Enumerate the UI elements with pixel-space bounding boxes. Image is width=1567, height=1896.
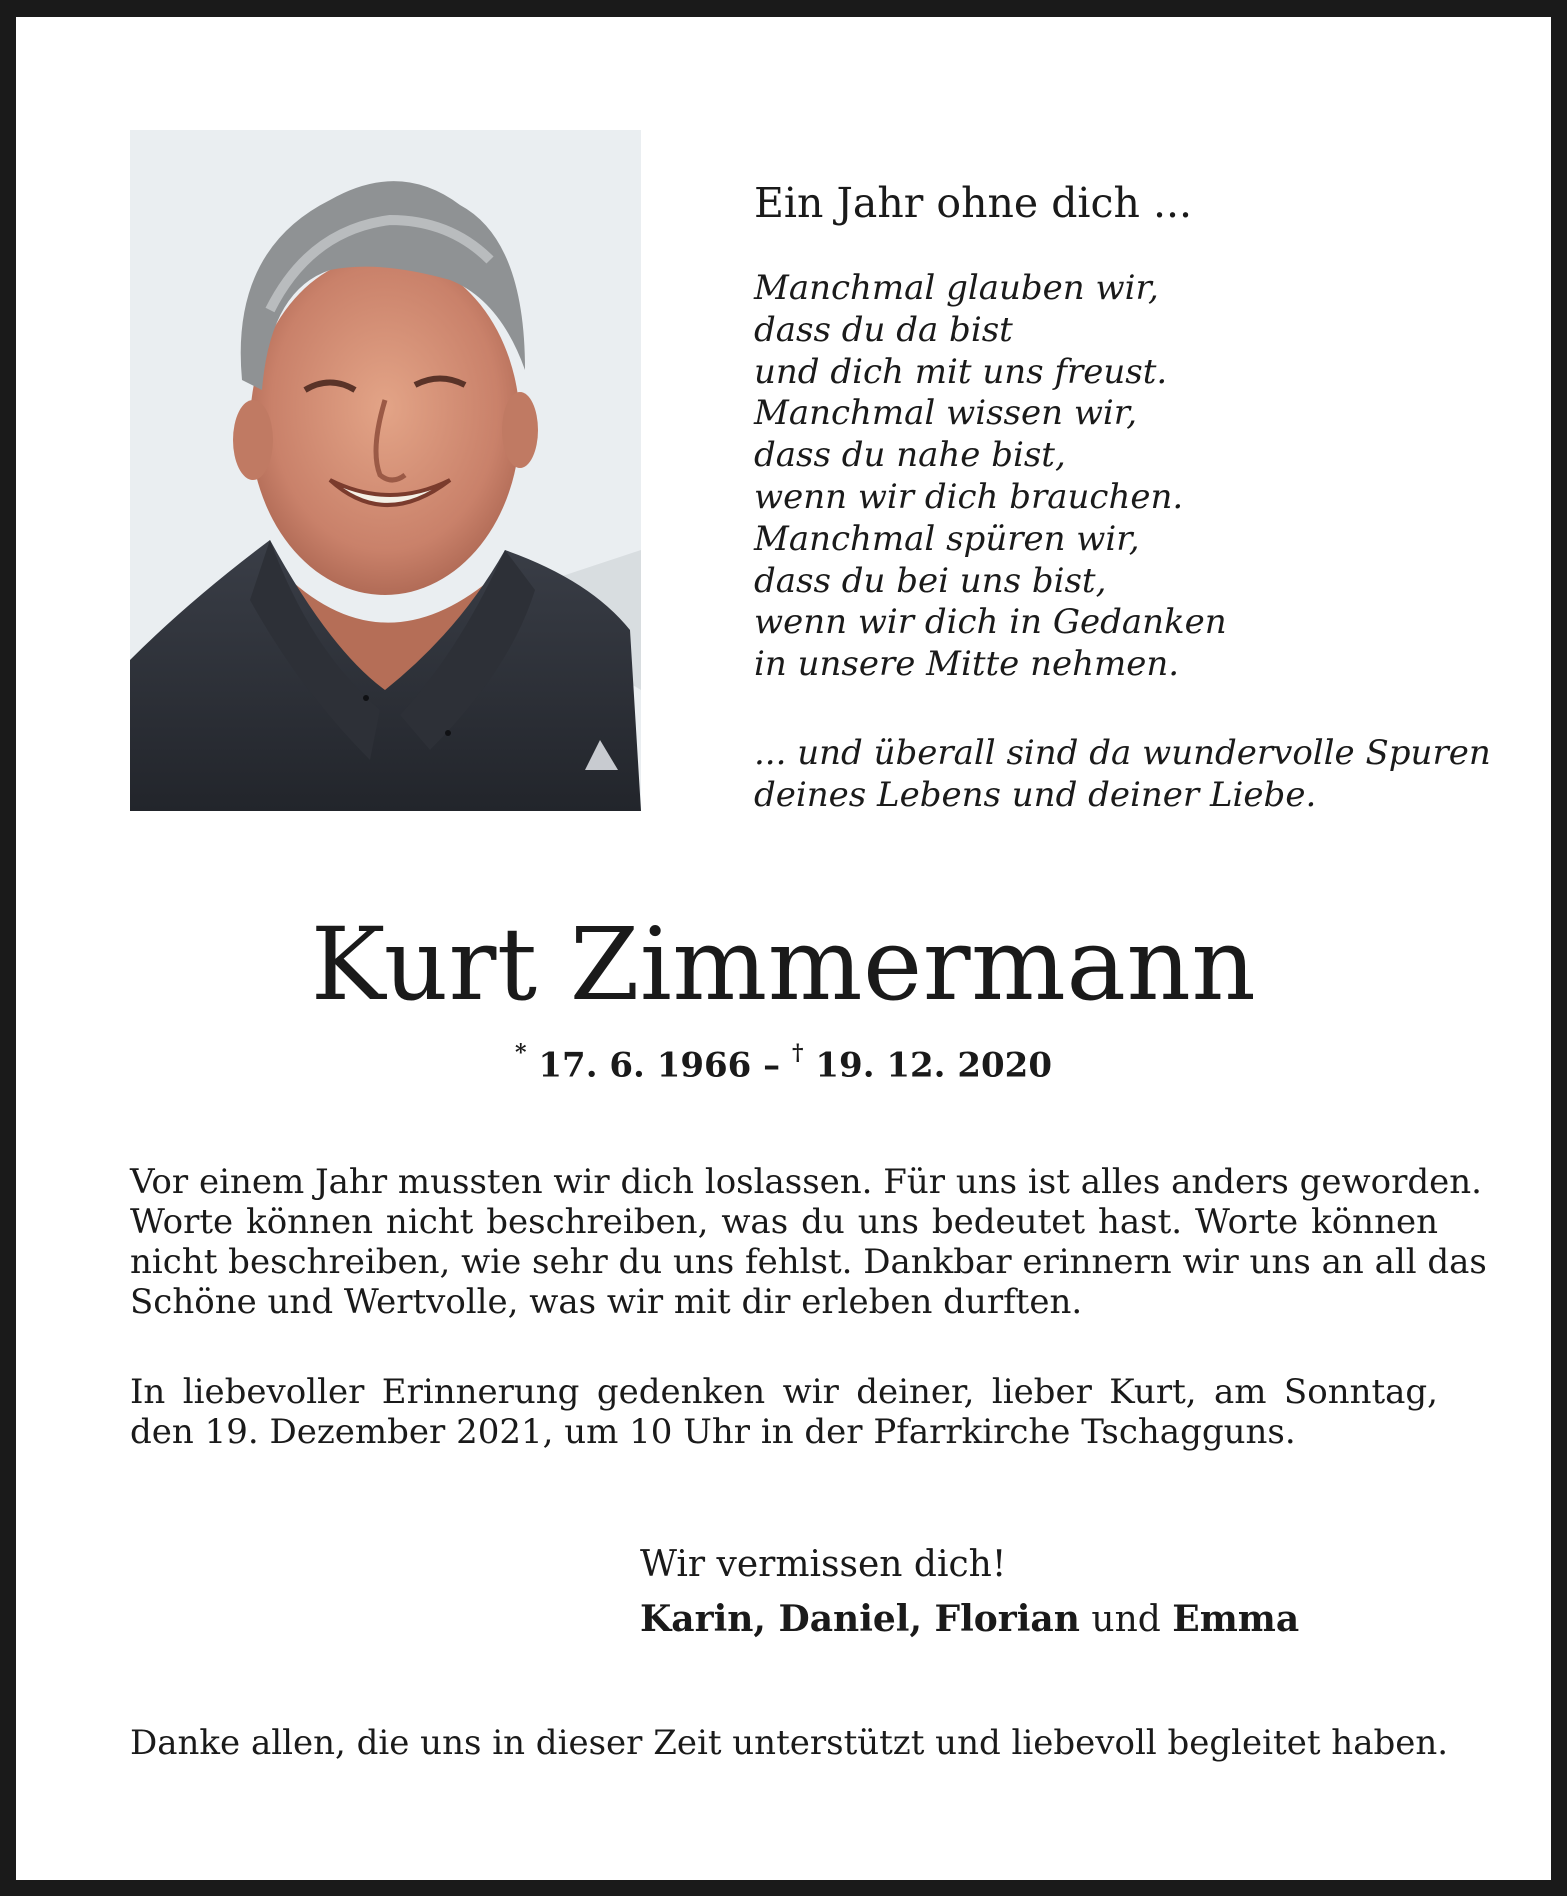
life-dates	[0, 1032, 1567, 1090]
poem-line: dass du nahe bist,	[754, 435, 1066, 476]
paragraph-line: Worte können nicht beschreiben, was du uns bedeutet hast. Worte können	[130, 1202, 1438, 1242]
paragraph-line: In liebevoller Erinnerung gedenken wir deiner, lieber Kurt, am Sonntag,	[130, 1372, 1438, 1412]
death-date: 19. 12. 2020	[815, 1045, 1052, 1086]
birth-date: 17. 6. 1966	[538, 1045, 752, 1086]
thanks-note: Danke allen, die uns in dieser Zeit unterstützt und liebevoll begleitet haben.	[130, 1723, 1449, 1763]
deceased-name: Kurt Zimmermann	[310, 906, 1257, 1023]
signature-names-last: Emma	[1172, 1598, 1300, 1640]
poem-line: wenn wir dich in Gedanken	[754, 602, 1227, 643]
poem-line: Manchmal spüren wir,	[754, 518, 1140, 559]
paragraph-line: Vor einem Jahr mussten wir dich loslassen. Für uns ist alles anders geworden.	[130, 1162, 1482, 1202]
paragraph-line: den 19. Dezember 2021, um 10 Uhr in der Pfarrkirche Tschagguns.	[130, 1412, 1296, 1452]
poem-line: Manchmal glauben wir,	[754, 268, 1159, 308]
date-separator: –	[763, 1045, 781, 1086]
signature-names	[640, 1592, 1299, 1647]
signature-names-main: Karin, Daniel, Florian	[640, 1598, 1080, 1640]
poem-title: Ein Jahr ohne dich ...	[754, 179, 1193, 227]
paragraph-line: Schöne und Wertvolle, was wir mit dir erleben durften.	[130, 1282, 1083, 1322]
portrait-photo	[130, 130, 641, 811]
poem-line: und dich mit uns freust.	[754, 351, 1168, 392]
poem-verse	[754, 268, 1227, 686]
poem-line: wenn wir dich brauchen.	[754, 476, 1184, 517]
poem-line: dass du da bist	[754, 309, 1013, 350]
poem-closing-line: deines Lebens und deiner Liebe.	[754, 774, 1317, 815]
poem-closing-line: ... und überall sind da wundervolle Spuren	[754, 733, 1491, 773]
paragraph-line: nicht beschreiben, wie sehr du uns fehlst. Dankbar erinnern wir uns an all das	[130, 1242, 1487, 1282]
signature-block	[640, 1538, 1299, 1647]
birth-symbol: *	[515, 1040, 527, 1066]
poem-closing	[754, 733, 1491, 817]
death-symbol: †	[792, 1040, 804, 1066]
remembrance-paragraph	[130, 1162, 1487, 1322]
poem-line: Manchmal wissen wir,	[754, 393, 1138, 434]
signature-closing: Wir vermissen dich!	[640, 1544, 1007, 1585]
poem-line: in unsere Mitte nehmen.	[754, 644, 1180, 685]
memorial-service-paragraph	[130, 1372, 1438, 1452]
signature-and: und	[1091, 1599, 1161, 1640]
poem-line: dass du bei uns bist,	[754, 560, 1107, 601]
